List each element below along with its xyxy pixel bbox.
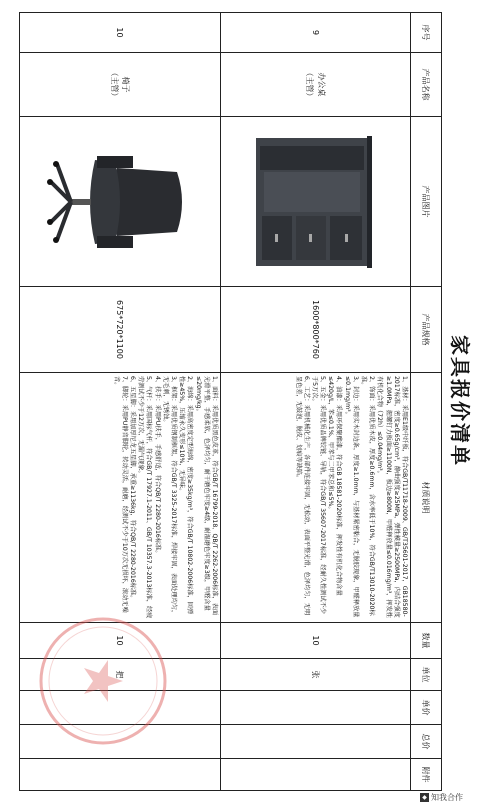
header-note: 附件 (411, 759, 442, 791)
header-image: 产品图片 (411, 117, 442, 287)
cell-material (221, 373, 411, 623)
table-row (221, 13, 411, 791)
material-line: 3、封边：采用实木封边条，厚度≥1.0mm，与基材紧密粘合，无脱胶现象，甲醛释放量≤0.1mg/m³。 (343, 376, 359, 618)
cell-name (221, 53, 411, 117)
material-line: 6、五星脚：采用加厚尼龙五星脚，承重≥1136kg，符合QB/T 2280-2016标准。 (129, 376, 137, 602)
cell-qty: 10 (20, 623, 221, 659)
material-line: 2、海绵：采用高密度定型海绵，密度≥35kg/m³，符合GB/T 10802-2006标准，回弹性≥45%，压缩永久变形≤10%，无异味。 (178, 376, 194, 615)
cell-no: 10 (20, 13, 221, 53)
material-line: 4、油漆：采用环保聚酯漆，符合GB 18581-2020标准，挥发性有机化合物含量≤420g/L，苯≤0.1%，甲苯与二甲苯总和≤5%。 (327, 376, 343, 596)
header-no: 序号 (411, 13, 442, 53)
page-title: 家具报价清单 (448, 335, 472, 467)
header-spec: 产品规格 (411, 287, 442, 373)
company-seal (28, 606, 178, 756)
material-line: 1、面料：采用优质黑色皮革，符合GB/T 16799-2018、QB/T 2262-2006标准，表面光滑平整，手感柔软，色泽均匀，耐干磨色牢度≥4级，耐湿磨色牢度≥3级，甲醛含量≤20mg/kg。 (194, 376, 218, 616)
header-total: 总价 (411, 725, 442, 759)
header-unit: 单位 (411, 659, 442, 691)
header-name: 产品名称 (411, 53, 442, 117)
material-line: 1、基材：采用E1级中纤板，符合GB/T11718-2009、GB/T35601-2017，GB18580-2017标准，密度≥0.65g/cm³，静曲强度≥25MPa，弹性模量≥2500MPa，内结合强度≥1.0MPa，握螺钉力板面≥1100N，板边≥800N，甲醛释放量≤0.016mg/m³，挥发性有机化合物（72h）≤0.04mg/m³。 (376, 376, 408, 618)
material-line: 6、工艺：采用机械化生产，各部件连接牢固，无松动，表面平整光滑，色泽均匀，无明显色差，无鼓泡、脱皮、划痕等缺陷。 (294, 376, 310, 616)
header-row (411, 13, 442, 791)
product-name: 椅子 (121, 76, 131, 93)
cell-unit: 张 (221, 659, 411, 691)
product-name: 办公桌 (316, 72, 326, 97)
footer-text: 知我合作 (431, 793, 463, 802)
material-line: 3、框架：采用优质钢制框架，符合GB/T 3325-2017标准，焊接牢固，表面处理均匀，无毛刺，无锈蚀。 (161, 376, 178, 617)
footer-logo (420, 792, 463, 803)
header-material: 材质说明 (411, 373, 442, 623)
logo-icon: ◆ (420, 793, 429, 802)
material-line: 5、气杆：采用国标气杆，符合GB/T 17927.1-2011、GB/T 10357.3-2013标准，经疲劳测试不少于12万次，无漏气现象。 (137, 376, 153, 619)
cell-note (221, 759, 411, 791)
cell-unit: 把 (20, 659, 221, 691)
cell-image (221, 117, 411, 287)
product-name-note: （主管） (110, 68, 119, 101)
desk-image (241, 132, 391, 272)
cell-spec: 675*720*1100 (20, 287, 221, 373)
cell-material (20, 373, 221, 623)
chair-image (45, 132, 195, 272)
material-line: 2、饰面：采用优质木皮，厚度≥0.6mm，含水率低于10%，符合GB/T13010-2020标准。 (360, 376, 376, 616)
cell-price (221, 691, 411, 725)
cell-note (20, 759, 221, 791)
cell-qty: 10 (221, 623, 411, 659)
product-name-note: （主管） (305, 68, 315, 101)
cell-image (20, 117, 221, 287)
chair-illustration (45, 132, 195, 272)
material-line: 5、五金：采用优质品牌铰链、导轨，符合GB/T 35607-2017标准，经耐久性测试不少于5万次。 (310, 376, 327, 614)
header-qty: 数量 (411, 623, 442, 659)
header-price: 单价 (411, 691, 442, 725)
material-line: 4、扶手：采用PU扶手，手感舒适，符合QB/T 2280-2016标准。 (153, 376, 161, 557)
cell-no: 9 (221, 13, 411, 53)
desk-illustration (241, 132, 391, 272)
cell-name (20, 53, 221, 117)
cell-spec: 1600*800*760 (221, 287, 411, 373)
material-line: 7、脚轮：采用PU静音脚轮，转动灵活，耐磨，经测试不少于10万次无损坏，滚动无噪音。 (112, 376, 128, 613)
quotation-sheet (8, 6, 478, 796)
cell-total (221, 725, 411, 759)
